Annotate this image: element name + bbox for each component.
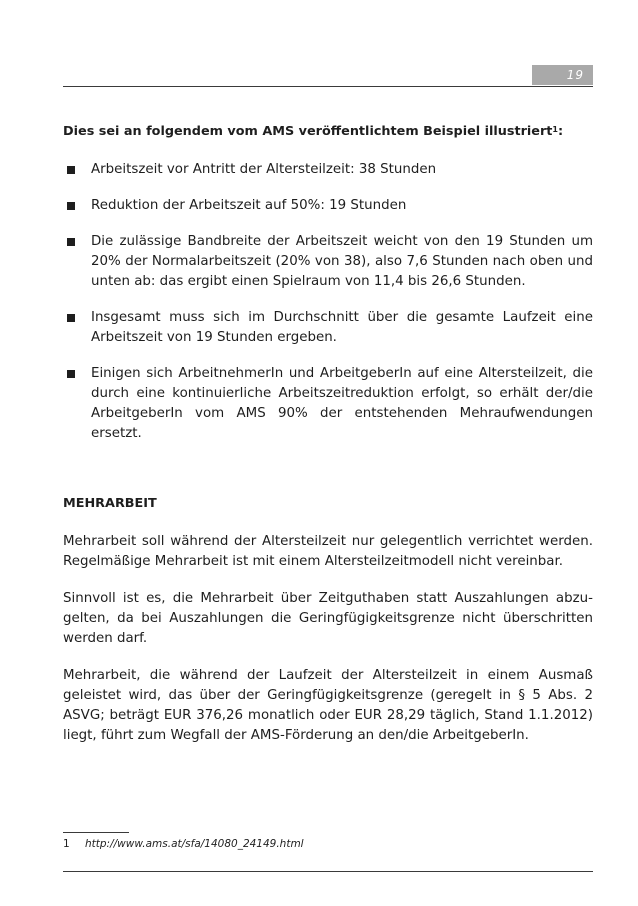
page-number: 19 [532,65,593,85]
page-content [63,122,593,763]
footnote-link[interactable]: http://www.ams.at/sfa/14080_24149.html [85,838,304,850]
square-bullet-icon [67,314,75,322]
footnote-rule [63,832,129,833]
square-bullet-icon [67,370,75,378]
list-item [63,364,593,444]
list-item-text: Reduktion der Arbeitszeit auf 50%: 19 Stunden [91,198,407,213]
intro-text: Dies sei an folgendem vom AMS veröffentlichtem Beispiel illustriert [63,124,553,139]
list-item [63,308,593,348]
square-bullet-icon [67,166,75,174]
list-item-text: Arbeitszeit vor Antritt der Altersteilzeit: 38 Stunden [91,162,437,177]
square-bullet-icon [67,202,75,210]
list-item-text: Einigen sich ArbeitnehmerIn und ArbeitgeberIn auf eine Altersteilzeit, die durch eine kontinuierliche Arbeitszeitreduktion erfolgt, so erhält der/die ArbeitgeberIn vom AMS 90% der entstehenden Mehraufwendungen ersetzt. [91,366,593,441]
body-paragraph: Mehrarbeit, die während der Laufzeit der Altersteilzeit in einem Ausmaß geleistet wird, das über der Geringfügigkeitsgrenze (geregelt in § 5 Abs. 2 ASVG; beträgt EUR 376,26 monatlich oder EUR 28,29 täglich, Stand 1.1.2012) liegt, führt zum Wegfall der AMS-Förderung an den/die ArbeitgeberIn. [63,668,593,743]
list-item [63,232,593,292]
footnote-reference[interactable]: 1 [552,125,558,134]
footnote [63,838,304,850]
footer-rule [63,871,593,872]
list-item-text: Insgesamt muss sich im Durchschnitt über die gesamte Laufzeit eine Arbeitszeit von 19 Stunden ergeben. [91,310,593,345]
intro-sentence [63,122,593,142]
section-heading: MEHRARBEIT [63,496,157,511]
list-item [63,196,593,216]
list-item-text: Die zulässige Bandbreite der Arbeitszeit weicht von den 19 Stunden um 20% der Normalarbeitszeit (20% von 38), also 7,6 Stunden nach oben und unten ab: das ergibt einen Spielraum von 11,4 bis 26,6 Stunden. [91,234,593,289]
bullet-list [63,160,593,444]
square-bullet-icon [67,238,75,246]
intro-suffix: : [558,124,564,139]
list-item [63,160,593,180]
body-paragraph: Mehrarbeit soll während der Altersteilzeit nur gelegentlich verrichtet werden. Regelmäßige Mehrarbeit ist mit einem Altersteilzeitmodell nicht vereinbar. [63,534,593,569]
header-rule [63,86,593,87]
body-paragraph: Sinnvoll ist es, die Mehrarbeit über Zeitguthaben statt Auszahlungen abzugelten, da bei Auszahlungen die Geringfügigkeitsgrenze nicht überschritten werden darf. [63,591,593,646]
footnote-number: 1 [63,838,70,850]
